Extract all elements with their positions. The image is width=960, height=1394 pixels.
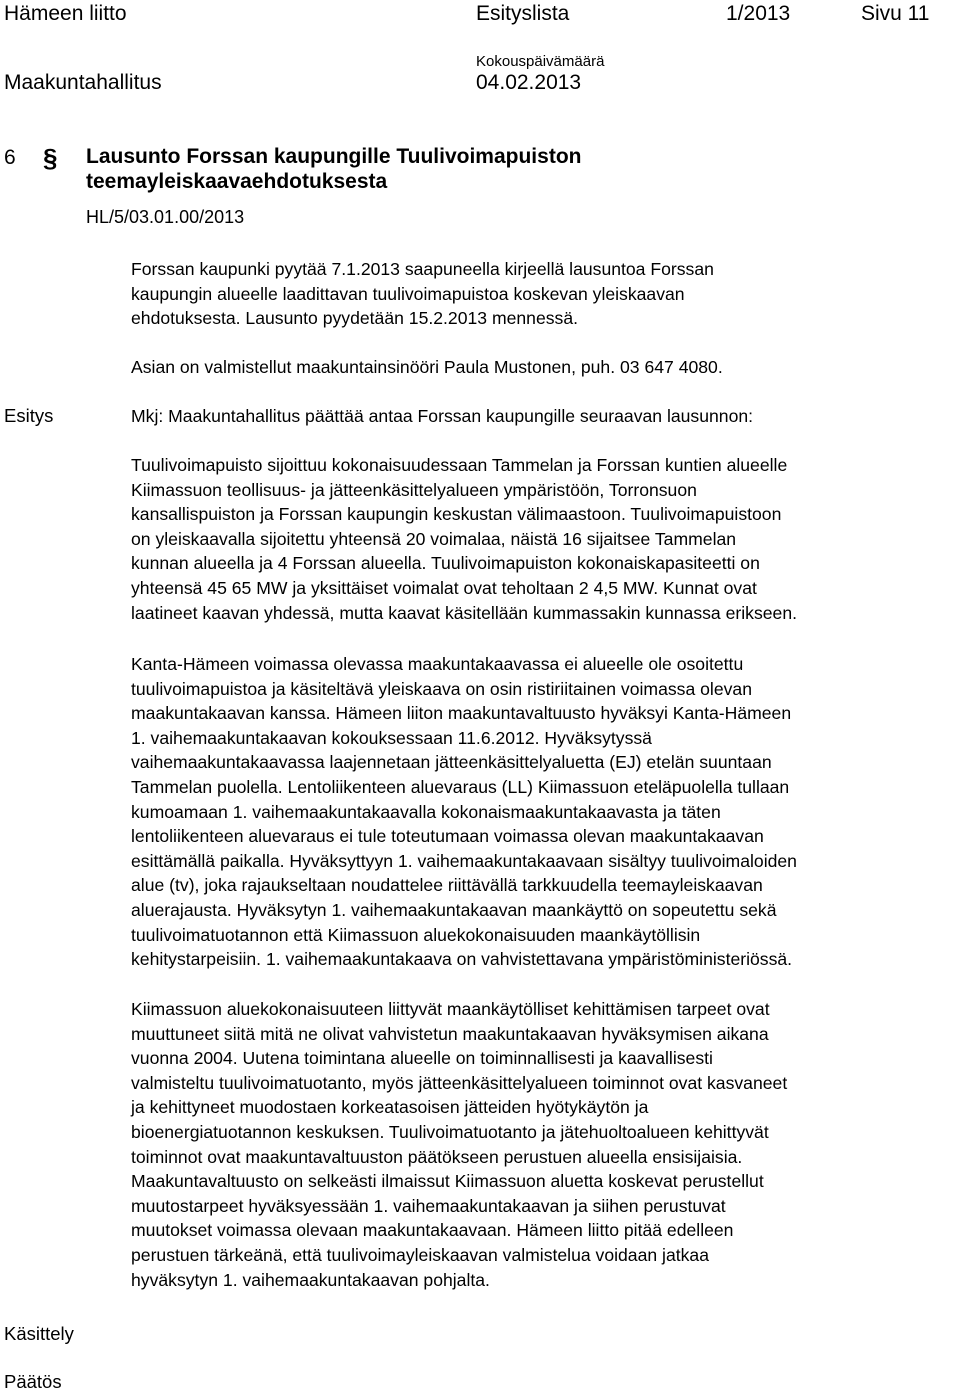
- intro-line: kaupungin alueelle laadittavan tuulivoimapuistoa koskevan yleiskaavan: [131, 283, 685, 304]
- proposal-intro: Mkj: Maakuntahallitus päättää antaa Forssan kaupungille seuraavan lausunnon:: [131, 406, 754, 426]
- section-sign: §: [43, 143, 58, 173]
- paragraph-line: tuulivoimatuotannon että Kiimassuon aluekokonaisuuden maankäytöllisin: [131, 924, 701, 945]
- preparer-note: Asian on valmistellut maakuntainsinööri Paula Mustonen, puh. 03 647 4080.: [131, 357, 723, 377]
- paragraph-line: kehitystarpeisiin. 1. vaihemaakuntakaava on vahvistettavana ympäristöministeriössä.: [131, 949, 793, 970]
- paragraph-line: tuulivoimapuistoa ja käsiteltävä yleiskaava on osin ristiriitainen voimassa olevan: [131, 678, 752, 699]
- meeting-date-label: Kokouspäivämäärä: [476, 53, 605, 70]
- label-decision: Päätös: [4, 1371, 62, 1392]
- paragraph-line: on yleiskaavalla sijoitettu yhteensä 20 voimalaa, näistä 16 sijaitsee Tammelan: [131, 528, 737, 549]
- document-type: Esityslista: [476, 2, 570, 25]
- paragraph-line: muutokset voimassa olevaan maakuntakaavaan. Hämeen liitto pitää edelleen: [131, 1220, 734, 1241]
- paragraph-line: toiminnot ovat maakuntavaltuuston päätökseen perustuen alueella ensisijaisia.: [131, 1146, 743, 1167]
- paragraph-line: Tammelan puolella. Lentoliikenteen aluevaraus (LL) Kiimassuon eteläpuolella tullaan: [131, 776, 790, 797]
- paragraph-line: Kiimassuon teollisuus- ja jätteenkäsittelyalueen ympäristöön, Torronsuon: [131, 479, 697, 500]
- label-processing: Käsittely: [4, 1323, 74, 1344]
- paragraph-line: esittämällä paikalla. Hyväksyttyyn 1. vaihemaakuntakaavaan sisältyy tuulivoimaloiden: [131, 850, 797, 871]
- paragraph-line: laatineet kaavan yhdessä, mutta kaavat käsitellään kummassakin kunnassa erikseen.: [131, 602, 797, 623]
- paragraph-line: 1. vaihemaakuntakaavan kokouksessaan 11.6.2012. Hyväksytyssä: [131, 727, 652, 748]
- paragraph-line: perustuen tärkeänä, että tuulivoimayleiskaavan valmistelua voidaan jatkaa: [131, 1244, 709, 1265]
- meeting-date: 04.02.2013: [476, 71, 582, 94]
- paragraph-line: Kanta-Hämeen voimassa olevassa maakuntakaavassa ei alueelle ole osoitettu: [131, 654, 744, 674]
- paragraph-line: muuttuneet siitä mitä ne olivat vahvistetun maakuntakaavan hyväksymisen aikana: [131, 1023, 769, 1044]
- paragraph-line: kunnan alueella ja 4 Forssan alueella. Tuulivoimapuiston kokonaiskapasiteetti on: [131, 553, 760, 574]
- paragraph-line: alue (tv), joka rajaukseltaan noudattelee riittävällä tarkkuudella teemayleiskaavan: [131, 875, 763, 896]
- item-title-line-2: teemayleiskaavaehdotuksesta: [86, 170, 388, 193]
- paragraph-line: yhteensä 45 65 MW ja yksittäiset voimalat ovat teholtaan 2 4,5 MW. Kunnat ovat: [131, 577, 757, 598]
- paragraph-line: kansallispuiston ja Forssan kaupungin keskustan välimaastoon. Tuulivoimapuistoon: [131, 504, 782, 525]
- paragraph-line: ja kehittyneet muodostaen korkeatasoisen jätteiden hyötykäytön ja: [131, 1097, 649, 1118]
- intro-paragraph: [131, 257, 946, 331]
- item-number: 6: [4, 146, 16, 169]
- proposal-paragraph-2: [131, 652, 946, 972]
- paragraph-line: hyväksytyn 1. vaihemaakuntakaavan pohjalta.: [131, 1269, 490, 1290]
- page-number: Sivu 11: [861, 2, 930, 25]
- paragraph-line: maakuntakaavan kanssa. Hämeen liiton maakuntavaltuusto hyväksyi Kanta-Hämeen: [131, 703, 792, 724]
- paragraph-line: valmisteltu tuulivoimatuotanto, myös jätteenkäsittelyalueen toiminnot ovat kasvaneet: [131, 1072, 788, 1093]
- paragraph-line: muutostarpeet hyväksyessään 1. vaihemaakuntakaavan ja siihen perustuvat: [131, 1195, 726, 1216]
- document-number: 1/2013: [726, 2, 791, 25]
- paragraph-line: Tuulivoimapuisto sijoittuu kokonaisuudessaan Tammelan ja Forssan kuntien alueelle: [131, 455, 788, 475]
- paragraph-line: kumoamaan 1. vaihemaakuntakaavalla kokonaismaakuntakaavasta ja täten: [131, 801, 721, 822]
- item-title-line-1: Lausunto Forssan kaupungille Tuulivoimapuiston: [86, 145, 582, 168]
- paragraph-line: Kiimassuon aluekokonaisuuteen liittyvät maankäytölliset kehittämisen tarpeet ovat: [131, 999, 770, 1019]
- item-reference: HL/5/03.01.00/2013: [86, 207, 245, 227]
- intro-line: Forssan kaupunki pyytää 7.1.2013 saapuneella kirjeellä lausuntoa Forssan: [131, 259, 714, 279]
- paragraph-line: lentoliikenteen aluevaraus ei tule toteutumaan voimassa olevan maakuntakaavan: [131, 826, 764, 847]
- paragraph-line: bioenergiatuotannon keskuksen. Tuulivoimatuotanto ja jätehuoltoalueen kehittyvät: [131, 1121, 769, 1142]
- paragraph-line: vaihemaakuntakaavassa laajennetaan jätteenkäsittelyaluetta (EJ) etelän suuntaan: [131, 752, 772, 773]
- proposal-paragraph-3: [131, 997, 946, 1292]
- proposal-paragraph-1: [131, 453, 946, 625]
- governing-body: Maakuntahallitus: [4, 71, 162, 94]
- organization-name: Hämeen liitto: [4, 2, 127, 25]
- intro-line: ehdotuksesta. Lausunto pyydetään 15.2.2013 mennessä.: [131, 308, 579, 329]
- paragraph-line: vuonna 2004. Uutena toimintana alueelle on toiminnallisesti ja kaavallisesti: [131, 1048, 713, 1069]
- label-proposal: Esitys: [4, 405, 54, 426]
- paragraph-line: Maakuntavaltuusto on selkeästi ilmaissut Kiimassuon aluetta koskevat perustellut: [131, 1171, 764, 1192]
- paragraph-line: aluerajausta. Hyväksytyn 1. vaihemaakuntakaavan maankäyttö on sopeutettu sekä: [131, 899, 777, 920]
